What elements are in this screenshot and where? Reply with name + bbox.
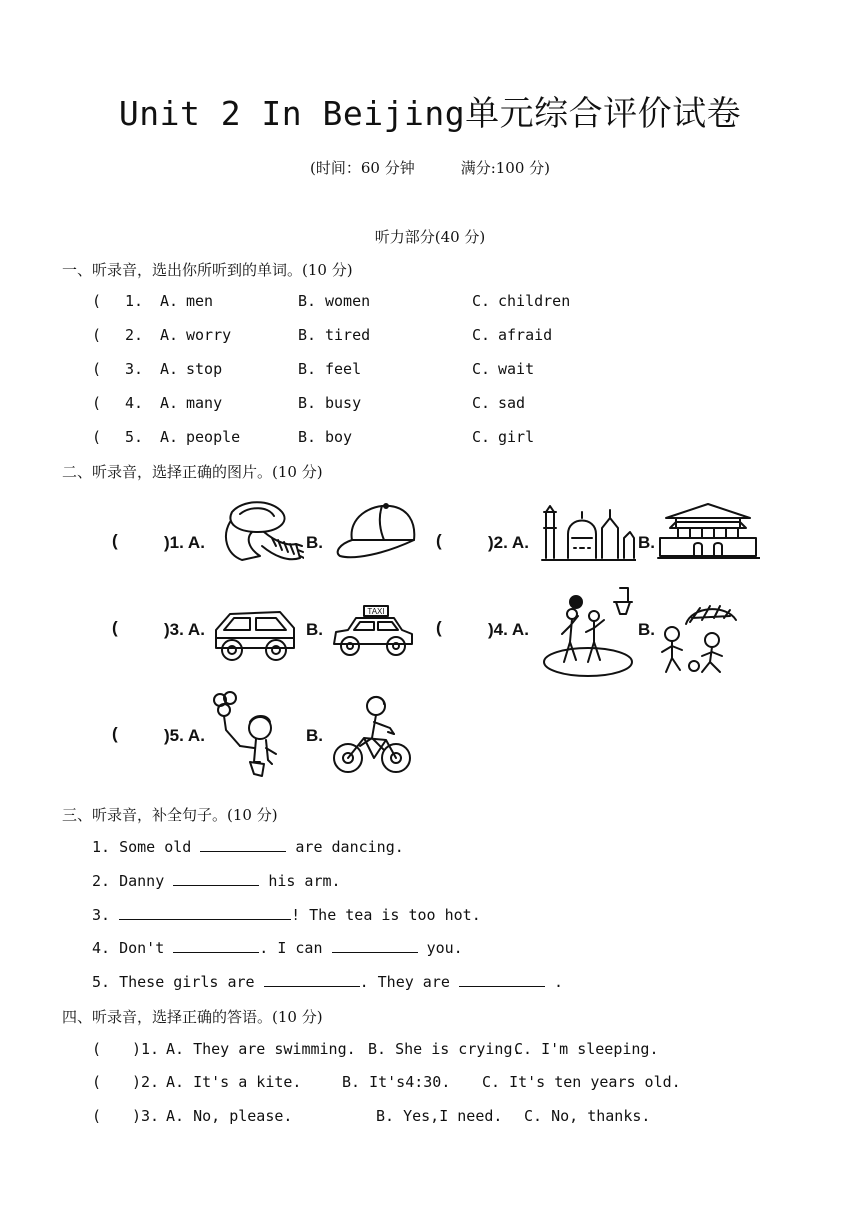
question-number: )2. A. [488, 533, 529, 552]
option-a: people [186, 428, 241, 446]
option-c: girl [498, 428, 535, 446]
question-number: )1. A. [164, 533, 205, 552]
time-limit: (时间：60 分钟 [309, 159, 415, 177]
answer-blank[interactable] [173, 938, 259, 953]
option-b-label: B. [638, 533, 655, 552]
full-score: 满分:100 分) [460, 159, 551, 177]
answer-paren: ( [112, 724, 118, 743]
sentence-line: 4. Don't . I can you. [92, 939, 463, 957]
section4-heading: 四、听录音，选择正确的答语。(10 分) [62, 1008, 323, 1026]
option-c: C. I'm sleeping. [514, 1040, 659, 1058]
option-b: B. Yes,I need. [376, 1107, 503, 1125]
taxi-icon [330, 604, 416, 664]
scarf-icon [212, 498, 304, 574]
answer-paren: ( [436, 531, 442, 550]
option-a: stop [186, 360, 223, 378]
option-a: worry [186, 326, 232, 344]
option-b: busy [325, 394, 362, 412]
answer-blank[interactable] [332, 938, 418, 953]
tiananmen-icon [656, 500, 760, 562]
page-title [0, 86, 860, 135]
option-a: A. No, please. [166, 1107, 293, 1125]
section1-heading: 一、听录音，选出你所听到的单词。(10 分) [62, 261, 353, 279]
option-b-label: B. [306, 620, 323, 639]
option-c: afraid [498, 326, 553, 344]
svg-text:TAXI: TAXI [367, 607, 385, 616]
answer-blank[interactable] [200, 837, 286, 852]
option-a: many [186, 394, 223, 412]
option-a: men [186, 292, 214, 310]
answer-blank[interactable] [264, 972, 360, 987]
boy-on-bike-icon [330, 692, 414, 776]
answer-paren: ( [112, 618, 118, 637]
football-players-icon [656, 600, 742, 676]
sentence-line: 3. ! The tea is too hot. [92, 906, 481, 924]
option-b: B. It's4:30. [342, 1073, 451, 1091]
sentence-line: 2. Danny his arm. [92, 872, 341, 890]
sentence-line: 1. Some old are dancing. [92, 838, 404, 856]
question-number: )5. A. [164, 726, 205, 745]
answer-paren: ( [112, 531, 118, 550]
option-b: tired [325, 326, 371, 344]
answer-blank[interactable] [173, 871, 259, 886]
section3-heading: 三、听录音，补全句子。(10 分) [62, 806, 278, 824]
option-b-label: B. [306, 726, 323, 745]
answer-paren: ( [436, 618, 442, 637]
option-c: sad [498, 394, 526, 412]
option-c: C. It's ten years old. [482, 1073, 681, 1091]
option-a: A. It's a kite. [166, 1073, 302, 1091]
option-b: women [325, 292, 371, 310]
option-c: C. No, thanks. [524, 1107, 651, 1125]
option-c: wait [498, 360, 535, 378]
option-b: feel [325, 360, 362, 378]
mosque-skyline-icon [540, 498, 636, 564]
title-chinese: 单元综合评价试卷 [465, 94, 742, 134]
answer-blank[interactable] [459, 972, 545, 987]
boy-with-kite-icon [210, 690, 284, 782]
part-title: 听力部分(40 分) [374, 228, 486, 246]
jeep-icon [210, 604, 300, 666]
option-b: boy [325, 428, 353, 446]
title-english: Unit 2 In Beijing [118, 94, 466, 133]
basketball-players-icon [542, 584, 638, 680]
option-b-label: B. [306, 533, 323, 552]
cap-icon [330, 500, 422, 566]
question-number: )4. A. [488, 620, 529, 639]
option-b: B. She is crying. [368, 1040, 522, 1058]
answer-blank[interactable] [119, 905, 291, 920]
option-a: A. They are swimming. [166, 1040, 356, 1058]
question-number: )3. A. [164, 620, 205, 639]
option-b-label: B. [638, 620, 655, 639]
section2-heading: 二、听录音，选择正确的图片。(10 分) [62, 463, 323, 481]
sentence-line: 5. These girls are . They are . [92, 973, 563, 991]
subtitle [0, 157, 860, 178]
option-c: children [498, 292, 571, 310]
